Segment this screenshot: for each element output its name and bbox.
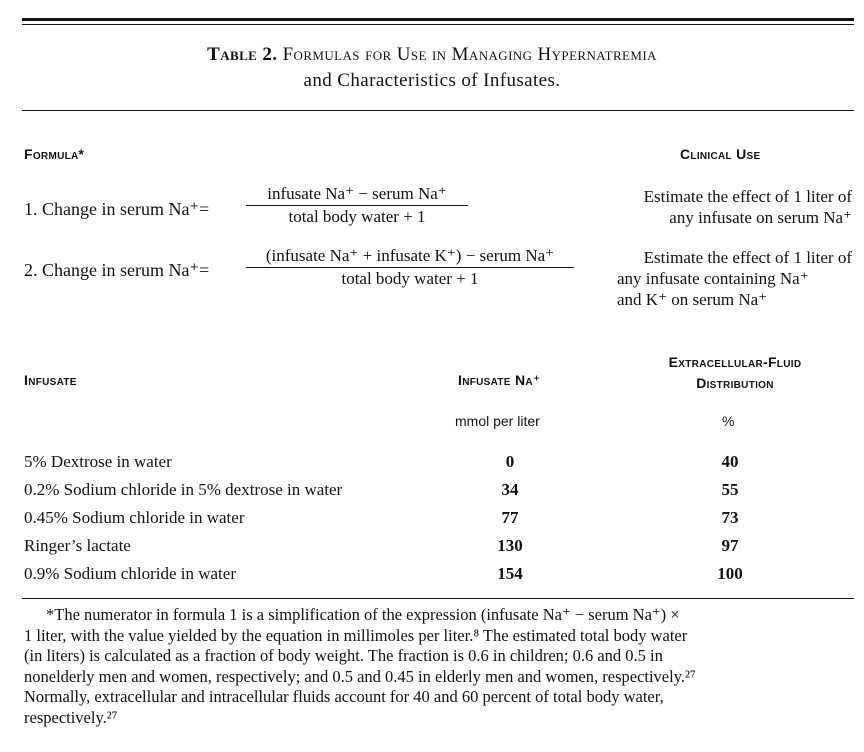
formula-1-lhs: 1. Change in serum Na⁺= [24,199,210,219]
clinical-use-column-header: Clinical Use [680,146,761,162]
formula-2-numerator: (infusate Na⁺ + infusate K⁺) − serum Na⁺ [246,246,574,268]
table-number: Table 2. [207,44,278,65]
footnote-line: *The numerator in formula 1 is a simplification of the expression (infusate Na⁺ − serum Na⁺) × [46,605,680,624]
formula-1-numerator: infusate Na⁺ − serum Na⁺ [246,184,468,206]
formula-2-fraction [246,246,574,289]
ecf-header-line2: Distribution [696,375,774,391]
title-rule [22,110,854,111]
formula-1-use-line: any infusate on serum Na⁺ [669,208,852,227]
formula-1-fraction [246,184,468,227]
ecf-value: 100 [717,564,743,583]
ecf-distribution-header [640,352,830,394]
footnote [24,605,854,728]
infusate-na-value: 34 [501,480,519,499]
infusate-na-value: 0 [505,452,515,471]
table-title-line1 [0,44,864,66]
infusate-name: 0.9% Sodium chloride in water [24,564,236,583]
infusate-name: 0.2% Sodium chloride in 5% dextrose in water [24,480,343,499]
ecf-value: 97 [721,536,739,555]
ecf-value: 40 [721,452,739,471]
infusate-na-value: 154 [497,564,523,583]
formula-2-use-line: and K⁺ on serum Na⁺ [617,290,768,309]
ecf-header-line1: Extracellular-Fluid [668,354,802,370]
formula-2-use-line: any infusate containing Na⁺ [617,269,809,288]
footnote-line: respectively.²⁷ [24,707,118,727]
ecf-value: 73 [721,508,739,527]
infusate-name: 5% Dextrose in water [24,452,172,471]
infusate-na-column-header: Infusate Na⁺ [458,372,541,388]
infusate-name: Ringer’s lactate [24,536,131,555]
formula-1-use-line: Estimate the effect of 1 liter of [643,187,852,206]
infusate-name: 0.45% Sodium chloride in water [24,508,245,527]
formula-1-clinical-use [572,186,852,228]
formula-2-denominator: total body water + 1 [341,269,479,288]
ecf-units: % [722,413,735,429]
formula-2-lhs: 2. Change in serum Na⁺= [24,260,210,280]
formula-2-use-line: Estimate the effect of 1 liter of [643,248,852,267]
formula-2-clinical-use [572,247,852,310]
table-title-text: Formulas for Use in Managing Hypernatremia [282,44,657,65]
footnote-line: nonelderly men and women, respectively; and 0.5 and 0.45 in elderly men and women, respectively.²⁷ [24,666,696,686]
table-title-line2: and Characteristics of Infusates. [303,70,561,91]
top-rule-thick [22,18,854,21]
na-units: mmol per liter [455,413,540,429]
formula-column-header: Formula* [24,146,85,162]
ecf-value: 55 [721,480,739,499]
top-rule-thin [22,24,854,25]
footnote-rule [22,598,854,599]
infusate-na-value: 130 [497,536,523,555]
infusate-column-header: Infusate [24,372,77,388]
infusate-na-value: 77 [501,508,519,527]
footnote-line: Normally, extracellular and intracellular fluids account for 40 and 60 percent of total body water, [24,687,664,706]
footnote-line: 1 liter, with the value yielded by the equation in millimoles per liter.⁸ The estimated total body water [24,625,688,645]
footnote-line: (in liters) is calculated as a fraction of body weight. The fraction is 0.6 in children; 0.6 and 0.5 in [24,646,663,665]
formula-1-denominator: total body water + 1 [288,207,426,226]
